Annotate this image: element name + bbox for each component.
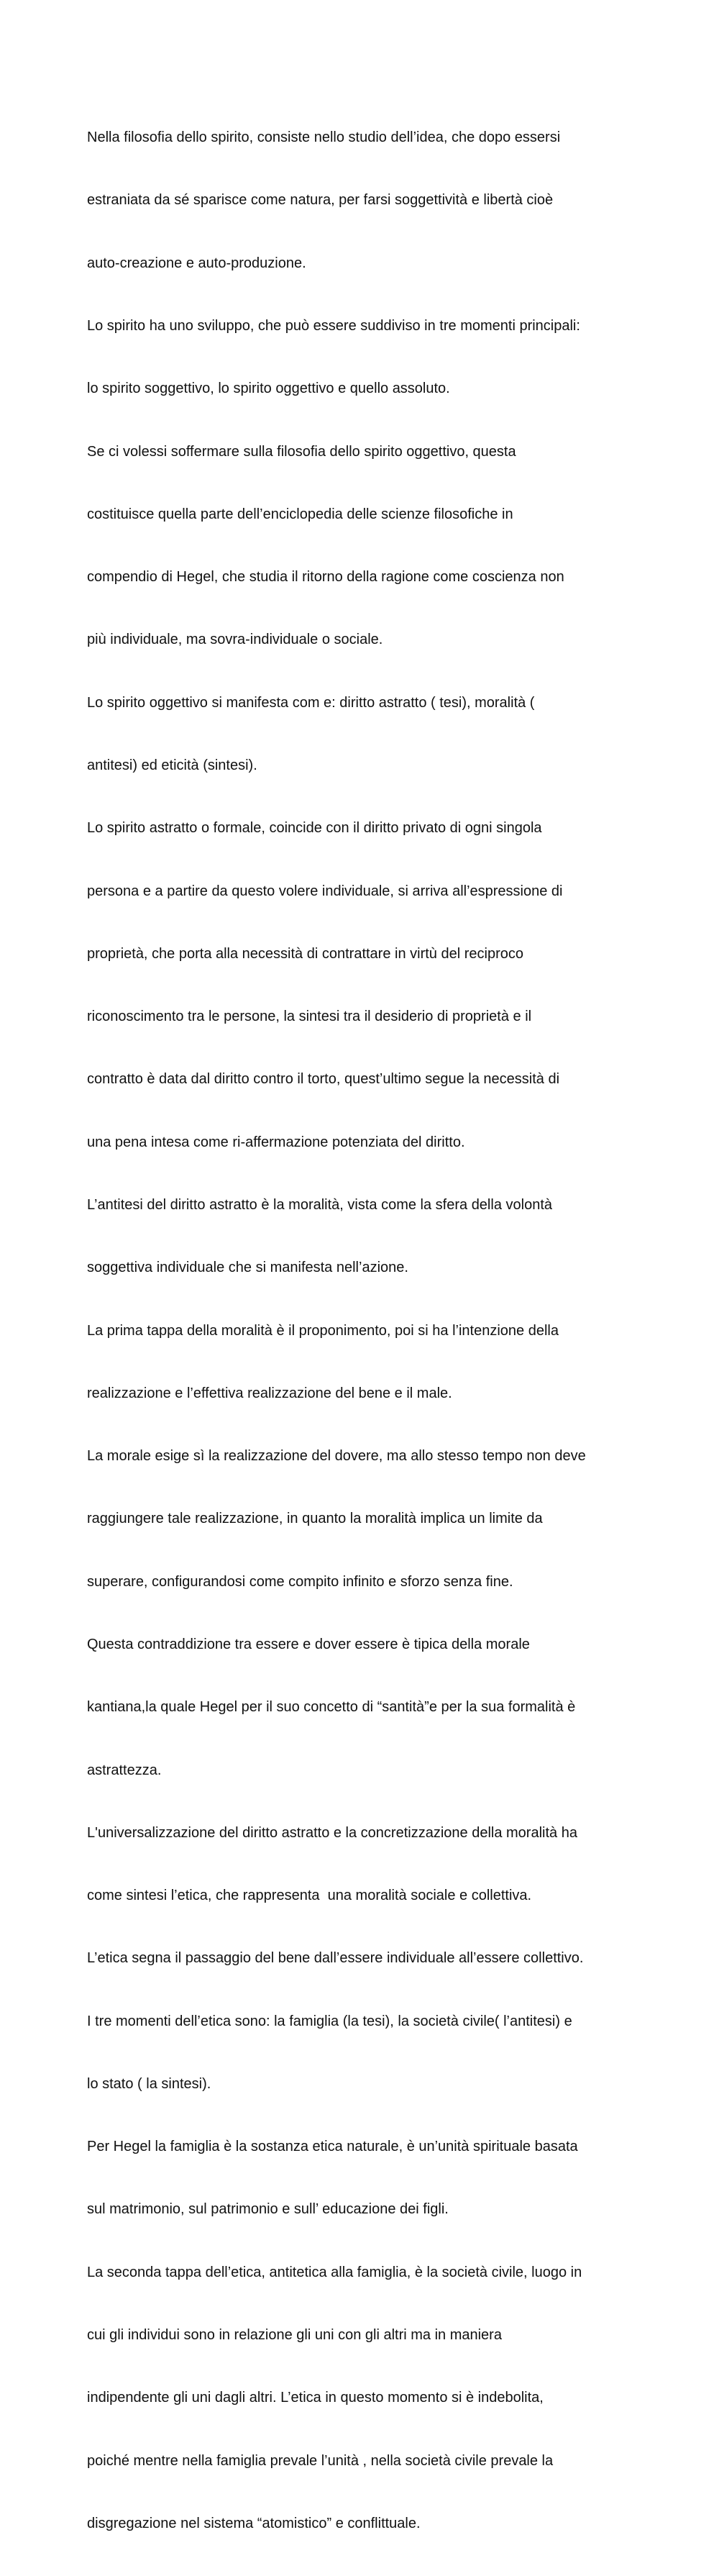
text-line: Lo spirito oggettivo si manifesta com e: diritto astratto ( tesi), moralità (	[87, 694, 535, 711]
text-line: raggiungere tale realizzazione, in quanto la moralità implica un limite da	[87, 1511, 543, 1527]
text-line: indipendente gli uni dagli altri. L’etica in questo momento si è indebolita,	[87, 2390, 544, 2406]
text-line: compendio di Hegel, che studia il ritorno della ragione come coscienza non	[87, 569, 564, 586]
text-line: più individuale, ma sovra-individuale o sociale.	[87, 632, 383, 648]
text-line: superare, configurandosi come compito infinito e sforzo senza fine.	[87, 1573, 513, 1590]
text-line: Nella filosofia dello spirito, consiste nello studio dell’idea, che dopo essersi	[87, 129, 561, 146]
text-line: riconoscimento tra le persone, la sintesi tra il desiderio di proprietà e il	[87, 1009, 532, 1025]
text-line: Lo spirito ha uno sviluppo, che può essere suddiviso in tre momenti principali:	[87, 318, 580, 334]
text-line: L’etica segna il passaggio del bene dall’essere individuale all’essere collettivo.	[87, 1950, 584, 1967]
text-line: estraniata da sé sparisce come natura, per farsi soggettività e libertà cioè	[87, 192, 554, 209]
text-line: Lo spirito astratto o formale, coincide con il diritto privato di ogni singola	[87, 820, 542, 837]
text-line: L’antitesi del diritto astratto è la moralità, vista come la sfera della volontà	[87, 1196, 552, 1213]
text-line: antitesi) ed eticità (sintesi).	[87, 757, 257, 773]
text-line: una pena intesa come ri-affermazione potenziata del diritto.	[87, 1134, 465, 1150]
text-line: realizzazione e l’effettiva realizzazione del bene e il male.	[87, 1385, 452, 1401]
text-line: Se ci volessi soffermare sulla filosofia dello spirito oggettivo, questa	[87, 443, 516, 460]
text-line: L'universalizzazione del diritto astratto e la concretizzazione della moralità ha	[87, 1824, 577, 1841]
text-line: soggettiva individuale che si manifesta nell’azione.	[87, 1260, 408, 1276]
text-line: I tre momenti dell’etica sono: la famiglia (la tesi), la società civile( l’antitesi) e	[87, 2013, 572, 2029]
text-line: kantiana,la quale Hegel per il suo concetto di “santità”e per la sua formalità è	[87, 1699, 576, 1716]
text-line: lo spirito soggettivo, lo spirito oggettivo e quello assoluto.	[87, 381, 450, 397]
text-line: costituisce quella parte dell’enciclopedia delle scienze filosofiche in	[87, 506, 513, 522]
text-line: Per Hegel la famiglia è la sostanza etica naturale, è un’unità spirituale basata	[87, 2139, 578, 2155]
text-line: astrattezza.	[87, 1762, 162, 1778]
text-line: poiché mentre nella famiglia prevale l’unità , nella società civile prevale la	[87, 2452, 554, 2469]
text-line: lo stato ( la sintesi).	[87, 2075, 211, 2092]
text-line: cui gli individui sono in relazione gli uni con gli altri ma in maniera	[87, 2327, 502, 2344]
text-line: auto-creazione e auto-produzione.	[87, 255, 306, 271]
text-line: persona e a partire da questo volere individuale, si arriva all’espressione di	[87, 883, 563, 899]
text-line: sul matrimonio, sul patrimonio e sull’ educazione dei figli.	[87, 2201, 449, 2218]
text-line: La prima tappa della moralità è il proponimento, poi si ha l’intenzione della	[87, 1322, 559, 1339]
text-line: proprietà, che porta alla necessità di contrattare in virtù del reciproco	[87, 945, 523, 962]
text-line: contratto è data dal diritto contro il torto, quest’ultimo segue la necessità di	[87, 1071, 560, 1088]
text-line: disgregazione nel sistema “atomistico” e conflittuale.	[87, 2515, 421, 2531]
text-line: come sintesi l’etica, che rappresenta una moralità sociale e collettiva.	[87, 1888, 532, 1904]
text-line: La seconda tappa dell’etica, antitetica alla famiglia, è la società civile, luogo in	[87, 2264, 582, 2280]
text-line: La morale esige sì la realizzazione del dovere, ma allo stesso tempo non deve	[87, 1448, 586, 1465]
document-body-text	[87, 86, 648, 2576]
text-line: Questa contraddizione tra essere e dover essere è tipica della morale	[87, 1636, 530, 1652]
